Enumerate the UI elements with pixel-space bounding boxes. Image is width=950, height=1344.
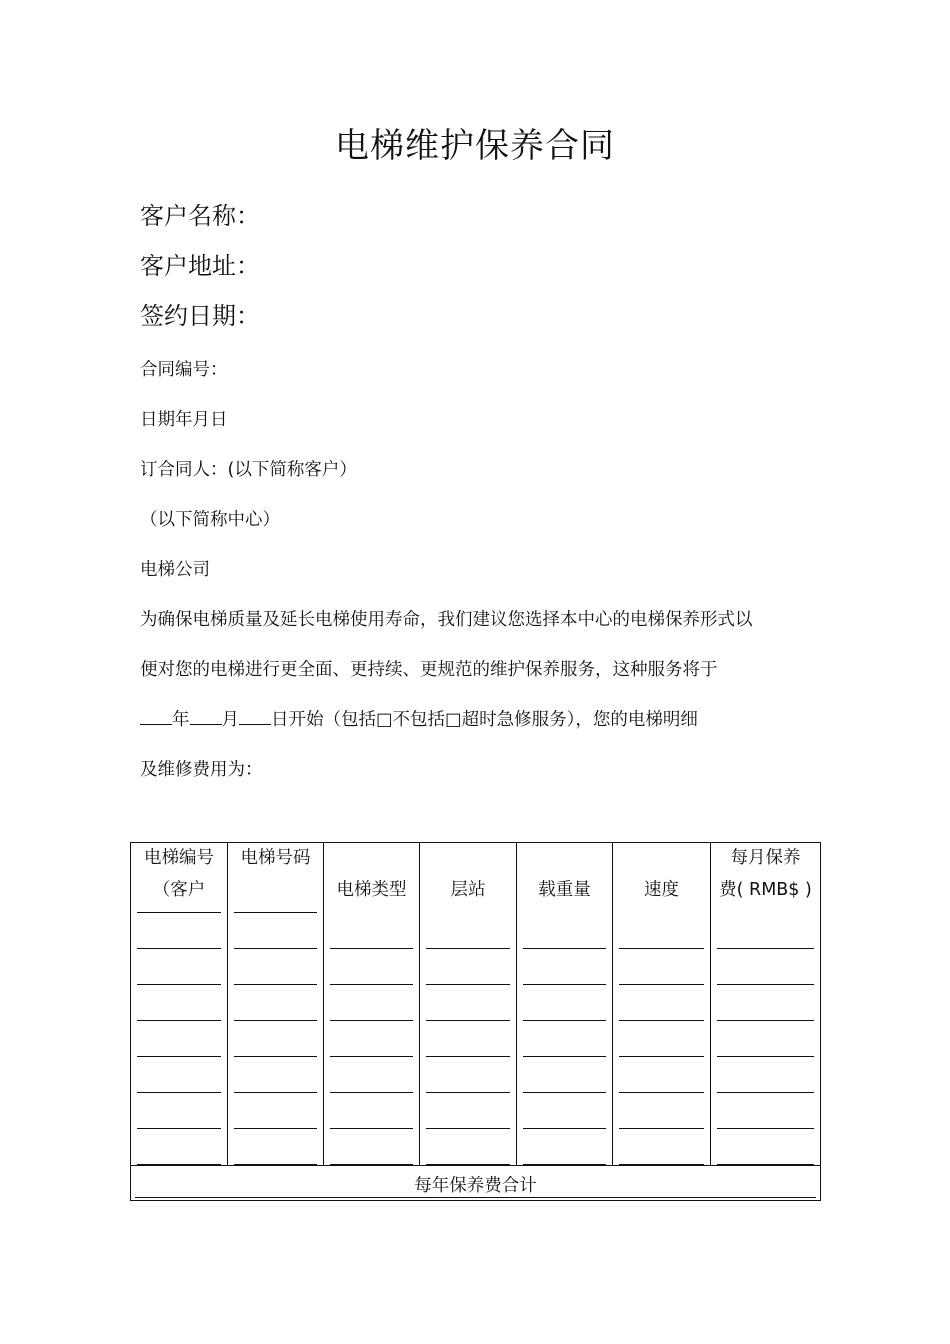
table-cell[interactable] [517, 1129, 613, 1166]
table-cell[interactable] [131, 1021, 228, 1057]
day-blank[interactable] [239, 708, 271, 725]
table-cell[interactable] [420, 985, 517, 1021]
table-cell[interactable] [613, 1021, 711, 1057]
body-line-4: 及维修费用为： [140, 760, 263, 780]
table-cell[interactable] [613, 913, 711, 949]
table-row [131, 985, 821, 1021]
table-row [131, 913, 821, 949]
table-cell[interactable] [131, 1057, 228, 1093]
table-row [131, 1057, 821, 1093]
table-cell[interactable] [420, 913, 517, 949]
table-cell[interactable] [324, 1021, 420, 1057]
sign-date-label: 签约日期： [140, 302, 260, 330]
party-a-line: 订合同人：(以下简称客户） [140, 460, 357, 480]
table-cell[interactable] [517, 913, 613, 949]
body-line-3-rest: 日开始（包括□不包括□超时急修服务），您的电梯明细 [271, 710, 698, 730]
table-cell[interactable] [324, 949, 420, 985]
table-cell[interactable] [324, 1093, 420, 1129]
table-cell[interactable] [711, 1057, 821, 1093]
table-row [131, 1093, 821, 1129]
body-line-1: 为确保电梯质量及延长电梯使用寿命，我们建议您选择本中心的电梯保养形式以 [140, 610, 753, 630]
table-cell[interactable] [228, 949, 324, 985]
table-cell[interactable] [613, 1093, 711, 1129]
table-cell[interactable] [711, 949, 821, 985]
table-cell[interactable] [228, 1057, 324, 1093]
annual-total-cell [131, 1166, 821, 1201]
table-cell[interactable] [420, 1129, 517, 1166]
table-cell[interactable] [517, 1057, 613, 1093]
table-cell[interactable] [711, 1129, 821, 1166]
year-blank[interactable] [140, 708, 172, 725]
table-row [131, 1129, 821, 1166]
year-label: 年 [172, 710, 190, 730]
table-cell[interactable] [613, 949, 711, 985]
table-cell[interactable] [711, 1021, 821, 1057]
table-cell[interactable] [131, 1129, 228, 1166]
table-cell[interactable] [517, 1021, 613, 1057]
table-header-row [131, 843, 821, 914]
table-cell[interactable] [420, 1021, 517, 1057]
table-total-row [131, 1166, 821, 1201]
header-elevator-type: 电梯类型 [324, 843, 420, 914]
table-cell[interactable] [228, 1093, 324, 1129]
party-b-line: （以下简称中心） [140, 510, 280, 530]
table-cell[interactable] [517, 1093, 613, 1129]
customer-name-label: 客户名称： [140, 202, 260, 230]
table-cell[interactable] [711, 913, 821, 949]
table-cell[interactable] [324, 913, 420, 949]
month-blank[interactable] [190, 708, 222, 725]
table-cell[interactable] [324, 1129, 420, 1166]
table-cell[interactable] [420, 1057, 517, 1093]
header-elevator-no: 电梯编号 （客户 [131, 843, 228, 914]
table-cell[interactable] [711, 985, 821, 1021]
company-line: 电梯公司 [140, 560, 210, 580]
table-cell[interactable] [131, 1093, 228, 1129]
contract-title: 电梯维护保养合同 [335, 126, 615, 166]
customer-address-label: 客户地址： [140, 252, 260, 280]
table-cell[interactable] [613, 985, 711, 1021]
table-cell[interactable] [228, 1021, 324, 1057]
table-cell[interactable] [131, 949, 228, 985]
table-cell[interactable] [228, 1129, 324, 1166]
table-cell[interactable] [131, 913, 228, 949]
table-cell[interactable] [228, 913, 324, 949]
header-speed: 速度 [613, 843, 711, 914]
table-cell[interactable] [228, 985, 324, 1021]
header-load: 载重量 [517, 843, 613, 914]
table-cell[interactable] [420, 949, 517, 985]
elevator-fee-table [130, 842, 821, 1201]
table-cell[interactable] [613, 1129, 711, 1166]
body-line-2: 便对您的电梯进行更全面、更持续、更规范的维护保养服务，这种服务将于 [140, 660, 718, 680]
contract-number-label: 合同编号： [140, 360, 228, 380]
header-elevator-code: 电梯号码 [228, 843, 324, 914]
table-cell[interactable] [324, 985, 420, 1021]
table-cell[interactable] [324, 1057, 420, 1093]
month-label: 月 [221, 710, 239, 730]
table-cell[interactable] [711, 1093, 821, 1129]
table-row [131, 1021, 821, 1057]
table-cell[interactable] [613, 1057, 711, 1093]
table-cell[interactable] [420, 1093, 517, 1129]
table-cell[interactable] [517, 949, 613, 985]
header-floors: 层站 [420, 843, 517, 914]
table-row [131, 949, 821, 985]
table-cell[interactable] [517, 985, 613, 1021]
header-monthly-fee: 每月保养 费( RMB$ ) [711, 843, 821, 914]
annual-total-label: 每年保养费合计 [414, 1176, 537, 1196]
table-cell[interactable] [131, 985, 228, 1021]
body-line-3 [140, 706, 698, 731]
date-line: 日期年月日 [140, 410, 228, 430]
